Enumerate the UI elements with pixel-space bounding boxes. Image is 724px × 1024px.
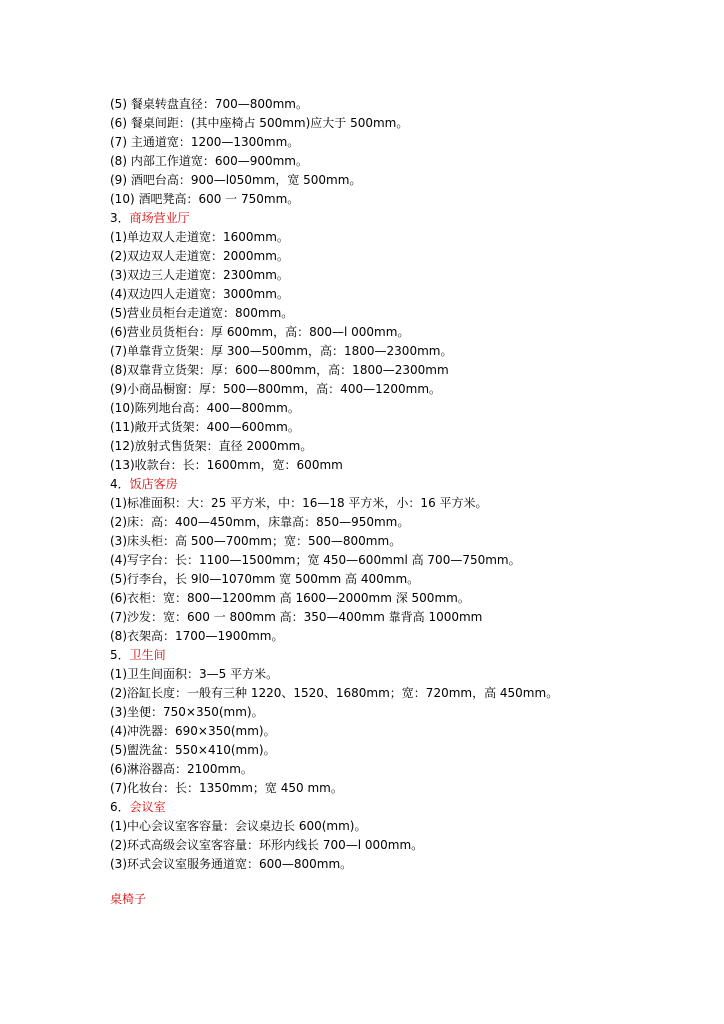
list-item: (7)单靠背立货架：厚 300—500mm，高：1800—2300mm。 — [110, 344, 453, 358]
section-title: 饭店客房 — [129, 477, 178, 491]
list-item: (4)双边四人走道宽：3000mm。 — [110, 287, 289, 301]
section-heading-mall — [110, 209, 710, 228]
list-item: (5)盥洗盆：550×410(mm)。 — [110, 743, 276, 757]
list-item: (2)环式高级会议室客容量：环形内线长 700—l 000mm。 — [110, 838, 424, 852]
list-item: (10) 酒吧凳高：600 一 750mm。 — [110, 192, 300, 206]
section-heading-bathroom — [110, 646, 710, 665]
list-item: (1)卫生间面积：3—5 平方米。 — [110, 667, 279, 681]
section-number: 3． — [110, 211, 130, 225]
list-item: (2)双边双人走道宽：2000mm。 — [110, 249, 289, 263]
list-item: (11)敞开式货架：400—600mm。 — [110, 420, 300, 434]
list-item: (5)营业员柜台走道宽：800mm。 — [110, 306, 294, 320]
list-item: (6) 餐桌间距：(其中座椅占 500mm)应大于 500mm。 — [110, 116, 409, 130]
list-item: (8)双靠背立货架：厚：600—800mm，高：1800—2300mm — [110, 363, 449, 377]
list-item: (8)衣架高：1700—1900mm。 — [110, 629, 284, 643]
list-item: (7)化妆台：长：1350mm；宽 450 mm。 — [110, 781, 343, 795]
list-item: (1)标准面积：大：25 平方米，中：16—18 平方米，小：16 平方米。 — [110, 496, 488, 510]
list-item: (4)冲洗器：690×350(mm)。 — [110, 724, 276, 738]
section-heading-meeting-room — [110, 798, 710, 817]
list-item: (7) 主通道宽：1200—1300mm。 — [110, 135, 300, 149]
section-number: 6． — [110, 800, 130, 814]
list-item: (3)环式会议室服务通道宽：600—800mm。 — [110, 857, 353, 871]
list-item: (3)坐便：750×350(mm)。 — [110, 705, 264, 719]
list-item: (5) 餐桌转盘直径：700—800mm。 — [110, 97, 309, 111]
section-number: 4． — [110, 477, 130, 491]
list-item: (10)陈列地台高：400—800mm。 — [110, 401, 300, 415]
section-title: 卫生间 — [129, 648, 166, 662]
section-number: 5． — [110, 648, 130, 662]
list-item: (12)放射式售货架：直径 2000mm。 — [110, 439, 313, 453]
section-title: 商场营业厅 — [129, 211, 190, 225]
list-item: (6)衣柜：宽：800—1200mm 高 1600—2000mm 深 500mm。 — [110, 591, 470, 605]
list-item: (9)小商品橱窗：厚：500—800mm，高：400—1200mm。 — [110, 382, 442, 396]
list-item: (5)行李台，长 9l0—1070mm 宽 500mm 高 400mm。 — [110, 572, 420, 586]
list-item: (4)写字台：长：1100—1500mm；宽 450—600mml 高 700—750mm。 — [110, 553, 521, 567]
list-item: (6)营业员货柜台：厚 600mm，高：800—l 000mm。 — [110, 325, 410, 339]
list-item: (2)床：高：400—450mm，床靠高：850—950mm。 — [110, 515, 410, 529]
list-item: (6)淋浴器高：2100mm。 — [110, 762, 253, 776]
list-item: (1)中心会议室客容量：会议桌边长 600(mm)。 — [110, 819, 367, 833]
list-item: (7)沙发：宽：600 一 800mm 高：350—400mm 靠背高 1000mm — [110, 610, 483, 624]
list-item: (1)单边双人走道宽：1600mm。 — [110, 230, 289, 244]
list-item: (3)床头柜：高 500—700mm；宽：500—800mm。 — [110, 534, 402, 548]
list-item: (2)浴缸长度：一般有三种 1220、1520、1680mm；宽：720mm，高 450mm。 — [110, 686, 559, 700]
list-item: (8) 内部工作道宽：600—900mm。 — [110, 154, 309, 168]
section-heading-tables-chairs: 桌椅子 — [110, 892, 147, 906]
list-item: (3)双边三人走道宽：2300mm。 — [110, 268, 289, 282]
list-item: (13)收款台：长：1600mm，宽：600mm — [110, 458, 343, 472]
document-body — [110, 95, 710, 874]
section-heading-hotel-room — [110, 475, 710, 494]
list-item: (9) 酒吧台高：900—l050mm，宽 500mm。 — [110, 173, 362, 187]
section-title: 会议室 — [129, 800, 166, 814]
